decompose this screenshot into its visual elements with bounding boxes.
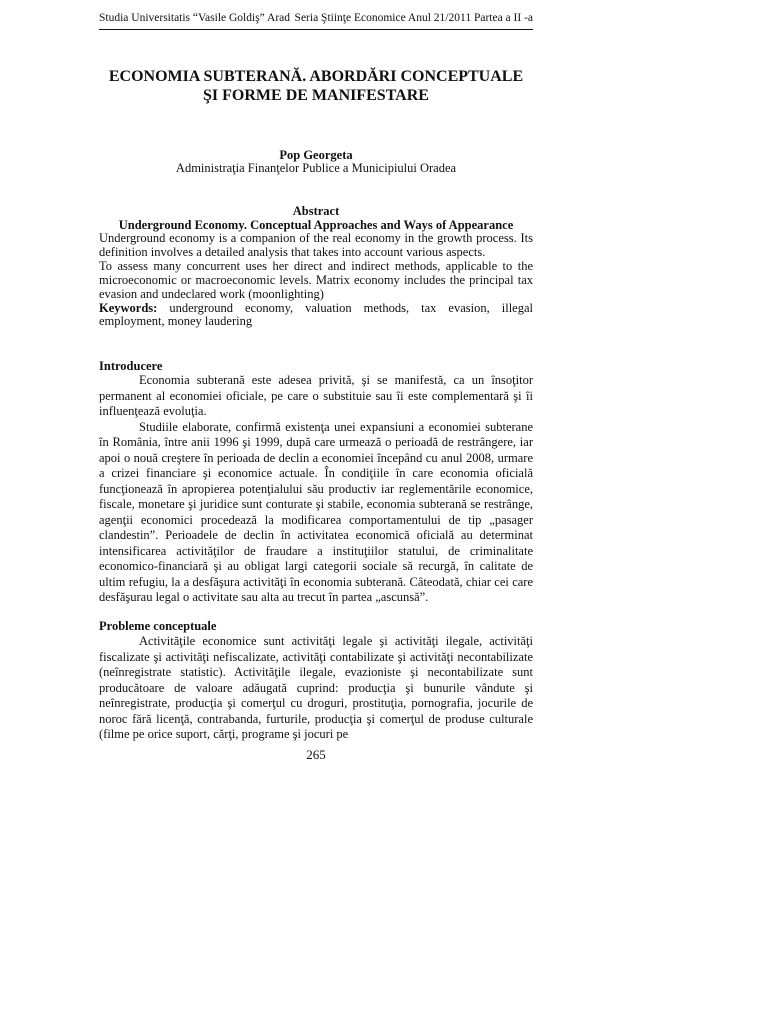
keywords-label: Keywords:	[99, 300, 158, 315]
body-paragraph: Activităţile economice sunt activităţi legale şi activităţi ilegale, activităţi fiscalizate şi activităţi nefiscalizate, activităţi contabilizate şi activităţi necontabilizate (neînregistrate statistic). Activităţile ilegale, evazioniste şi necontabilizate sunt producătoare de valoare adăugată cuprind: producţia şi bunurile vândute şi neînregistrate, producţia şi comerţul cu droguri, prostituţia, pornografia, jocurile de noroc fără licenţă, contrabanda, furturile, producţia şi comerţul de produse culturale (filme pe orice suport, cărţi, programe şi jocuri pe	[99, 634, 533, 741]
abstract-heading: Abstract	[292, 204, 340, 218]
journal-series: Seria Ştiinţe Economice Anul 21/2011 Partea a II -a	[294, 12, 533, 24]
section-heading-introducere: Introducere	[99, 359, 163, 373]
author-affiliation: Administraţia Finanţelor Publice a Municipiului Oradea	[175, 161, 457, 175]
abstract-paragraph: To assess many concurrent uses her direct and indirect methods, applicable to the microeconomic or macroeconomic levels. Matrix economy includes the principal tax evasion and undeclared work (moonlighting)	[99, 258, 533, 301]
probleme-body	[99, 634, 533, 743]
abstract-paragraph: Underground economy is a companion of the real economy in the growth process. Its definition involves a detailed analysis that takes into account various aspects.	[99, 231, 533, 259]
body-paragraph: Studiile elaborate, confirmă existenţa unei expansiuni a economiei subterane în România, între anii 1996 şi 1999, după care urmează o perioadă de restrângere, iar apoi o nouă creştere în perioada de declin a economiei începând cu anul 2008, urmare a crizei financiare şi economice actuale. În condiţiile în care economia oficială funcţionează în apropierea potenţialului său productiv iar reglementările economice, fiscale, monetare şi juridice sunt conturate şi stabile, economia subterană se restrânge, agenţii economici procedează la modificarea comportamentului de tip „pasager clandestin”. Perioadele de declin în activitatea economică oficială au determinat intensificarea activităţilor de fraudare a instituţiilor statului, de criminalitate economico-financiară şi au obligat largi categorii sociale să recurgă, în calitate de ultim refugiu, la a desfăşura activităţi în economia subterană. Câteodată, chiar cei care desfăşurau legal o activitate sau alta au trecut în partea „ascunsă”.	[99, 419, 533, 604]
introducere-body	[99, 373, 533, 606]
keywords-line	[99, 302, 533, 330]
running-header	[99, 11, 533, 30]
body-paragraph: Economia subterană este adesea privită, şi se manifestă, ca un însoţitor permanent al economiei oficiale, pe care o substituie sau îi este complementară şi îi influenţează evoluţia.	[99, 373, 533, 418]
author-name: Pop Georgeta	[279, 148, 353, 162]
article-title-line-1: ECONOMIA SUBTERANĂ. ABORDĂRI CONCEPTUALE	[108, 68, 524, 85]
abstract-body	[99, 232, 533, 329]
article-title-line-2: ŞI FORME DE MANIFESTARE	[203, 87, 429, 104]
article-title	[99, 67, 533, 105]
section-heading-probleme-conceptuale: Probleme conceptuale	[99, 619, 217, 633]
keywords-text: underground economy, valuation methods, tax evasion, illegal employment, money laudering	[99, 300, 533, 329]
page-number: 265	[306, 747, 326, 762]
journal-name: Studia Universitatis “Vasile Goldiş” Arad	[99, 12, 290, 24]
abstract-english-title: Underground Economy. Conceptual Approaches and Ways of Appearance	[118, 218, 514, 232]
